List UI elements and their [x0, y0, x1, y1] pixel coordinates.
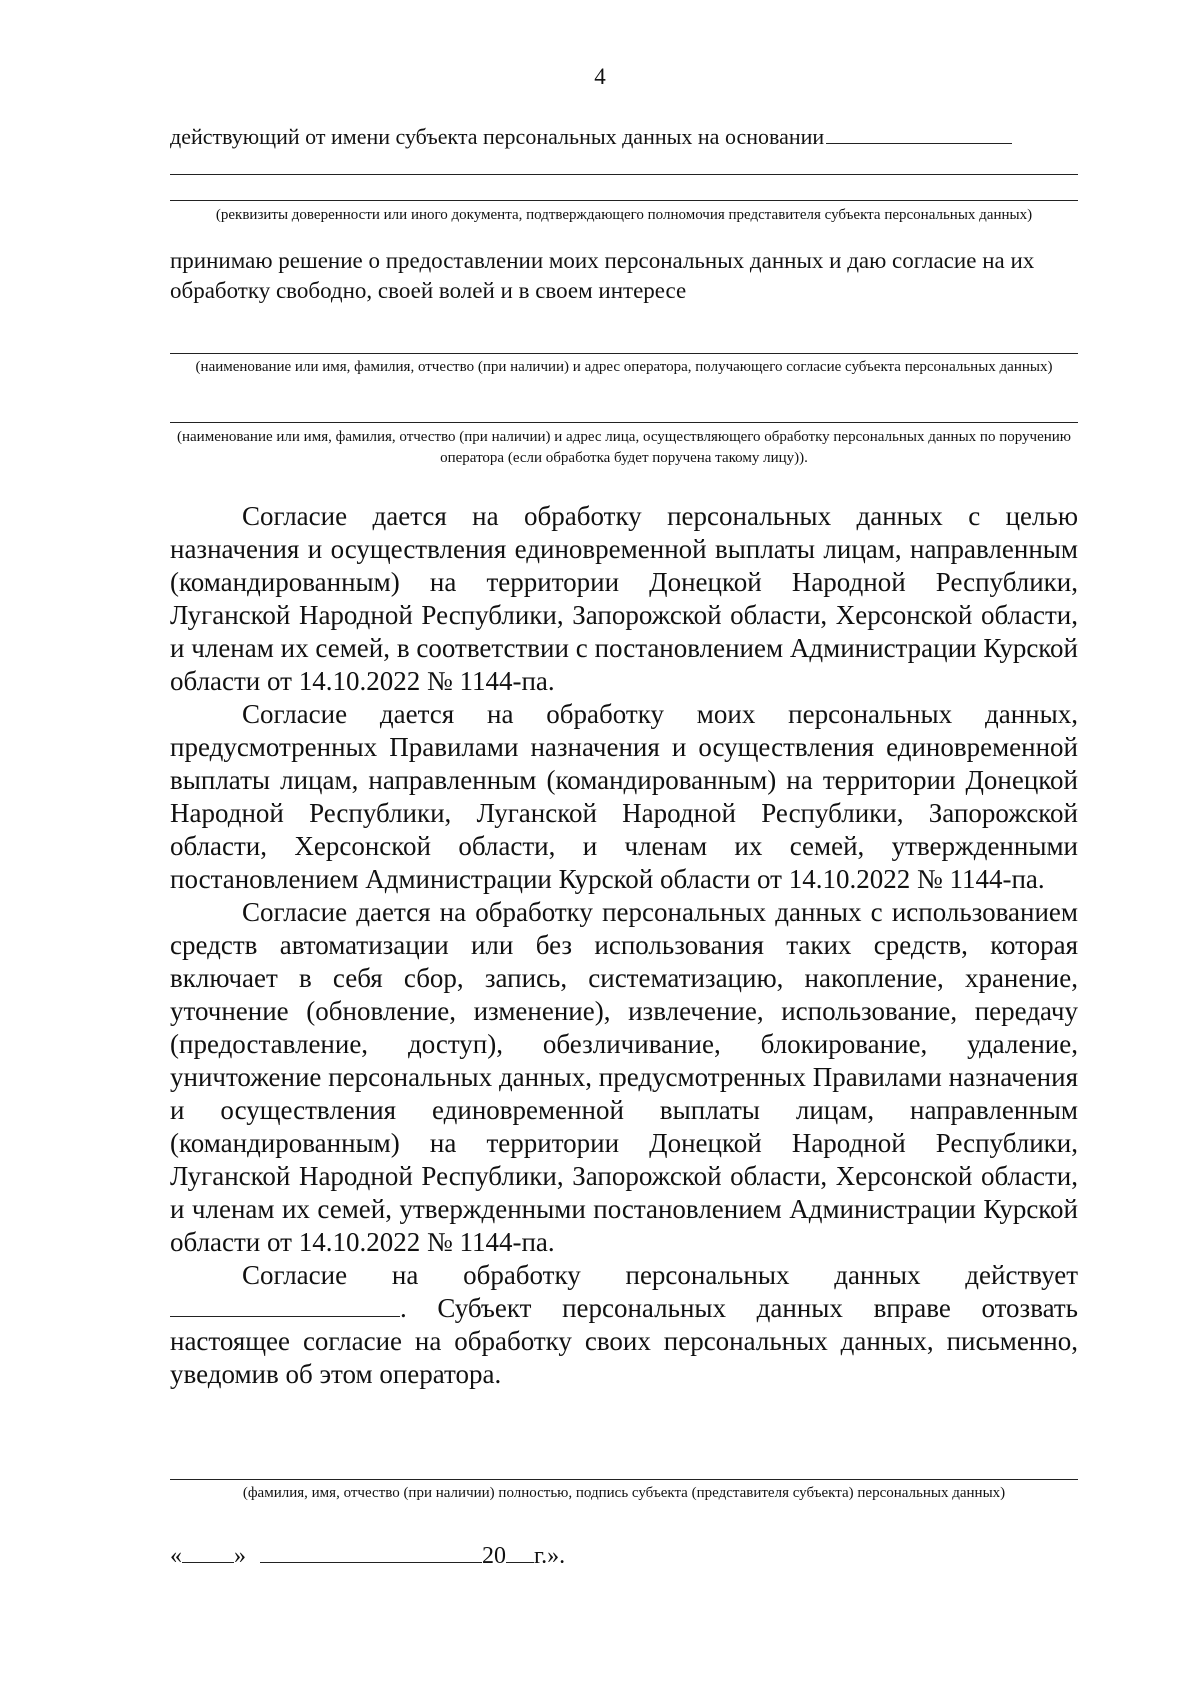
- operator-blank-line[interactable]: [170, 353, 1078, 354]
- processor-blank-line[interactable]: [170, 422, 1078, 423]
- date-day-blank[interactable]: [182, 1542, 234, 1563]
- consent-paragraph-scope: Согласие дается на обработку моих персональных данных, предусмотренных Правилами назначения и осуществления единовременной выплаты лицам, направленным (командированным) на территории Донецкой Народной Республики, Луганской Народной Республики, Запорожской области, Херсонской области, и членам их семей, утвержденными постановлением Администрации Курской области от 14.10.2022 № 1144-па.: [170, 699, 1078, 894]
- decision-text: принимаю решение о предоставлении моих персональных данных и даю согласие на их обработку свободно, своей волей и в своем интересе: [170, 248, 1035, 303]
- date-year-prefix: 20: [482, 1543, 506, 1569]
- consent-paragraph-validity: [170, 1259, 1078, 1391]
- date-open-quote: «: [170, 1543, 182, 1569]
- page-number: 4: [594, 64, 606, 89]
- validity-period-blank[interactable]: [170, 1294, 400, 1317]
- signature-blank-line[interactable]: [170, 1479, 1078, 1480]
- consent-paragraph-actions: Согласие дается на обработку персональных данных с использованием средств автоматизации или без использования таких средств, которая включает в себя сбор, запись, систематизацию, накопление, хранение, уточнение (обновление, изменение), извлечение, использование, передачу (предоставление, доступ), обезличивание, блокирование, удаление, уничтожение персональных данных, предусмотренных Правилами назначения и осуществления единовременной выплаты лицам, направленным (командированным) на территории Донецкой Народной Республики, Луганской Народной Республики, Запорожской области, Херсонской области, и членам их семей, утвержденными постановлением Администрации Курской области от 14.10.2022 № 1144-па.: [170, 897, 1078, 1257]
- caption-signature: (фамилия, имя, отчество (при наличии) полностью, подпись субъекта (представителя субъекта) персональных данных): [242, 1485, 1006, 1501]
- date-line: [170, 1542, 565, 1570]
- caption-representative-document: (реквизиты доверенности или иного документа, подтверждающего полномочия представителя субъекта персональных данных): [215, 207, 1033, 223]
- date-year-suffix: г.».: [534, 1543, 566, 1569]
- blank-line-2[interactable]: [170, 200, 1078, 201]
- date-close-quote: »: [234, 1543, 246, 1569]
- caption-operator: (наименование или имя, фамилия, отчество (при наличии) и адрес оператора, получающего согласие субъекта персональных данных): [195, 359, 1053, 375]
- consent-paragraph-purpose: Согласие дается на обработку персональных данных с целью назначения и осуществления единовременной выплаты лицам, направленным (командированным) на территории Донецкой Народной Республики, Луганской Народной Республики, Запорожской области, Херсонской области, и членам их семей, в соответствии с постановлением Администрации Курской области от 14.10.2022 № 1144-па.: [170, 501, 1078, 696]
- blank-line-1[interactable]: [170, 174, 1078, 175]
- validity-start-text: Согласие на обработку персональных данных действует: [242, 1260, 1078, 1290]
- validity-end-text: . Субъект персональных данных вправе отозвать настоящее согласие на обработку своих персональных данных, письменно, уведомив об этом оператора.: [170, 1293, 1078, 1389]
- representative-basis-blank[interactable]: [826, 125, 1012, 144]
- date-month-blank[interactable]: [260, 1542, 482, 1563]
- representative-basis-line: [170, 124, 1012, 150]
- date-year-blank[interactable]: [506, 1542, 534, 1563]
- consent-body: [170, 500, 1078, 1391]
- representative-basis-text: действующий от имени субъекта персональных данных на основании: [170, 124, 825, 149]
- caption-processor: (наименование или имя, фамилия, отчество (при наличии) и адрес лица, осуществляющего обработку персональных данных по поручению оператора (если обработка будет поручена такому лицу)).: [177, 429, 1071, 466]
